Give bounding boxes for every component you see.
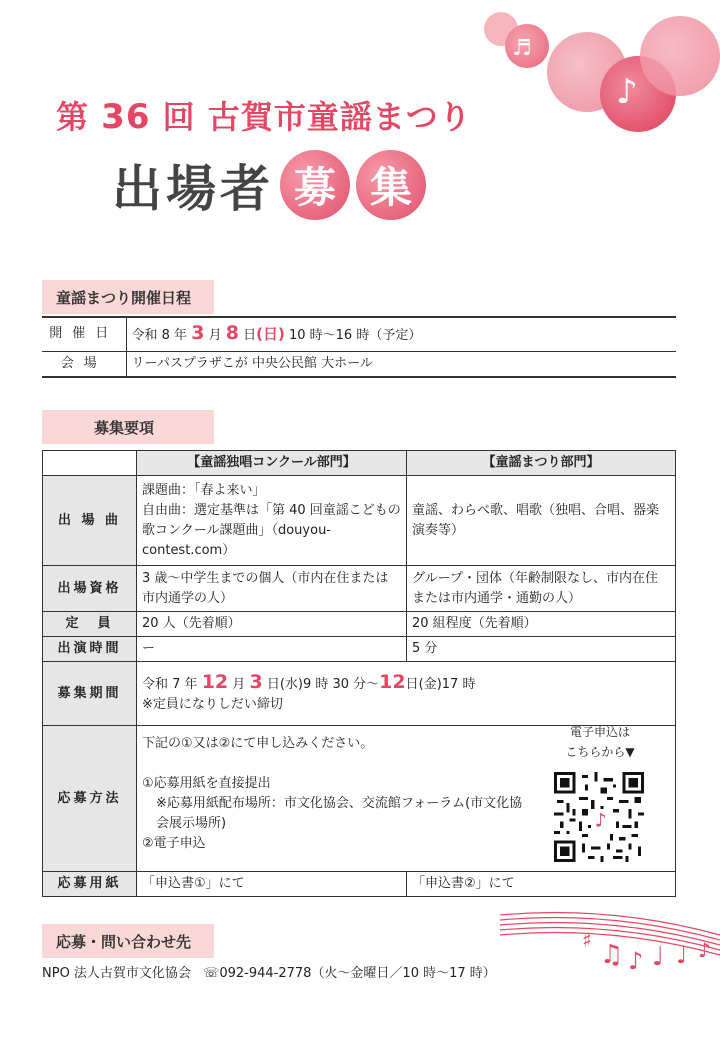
- time-festival: 5 分: [407, 637, 676, 662]
- contact-org: NPO 法人古賀市文化協会: [42, 966, 191, 981]
- deco-circle: [640, 16, 720, 96]
- section-heading-schedule: 童謡まつり開催日程: [42, 280, 214, 314]
- venue-label: 会場: [42, 351, 126, 377]
- capacity-contest: 20 人（先着順）: [137, 612, 407, 637]
- qr-caption: こちらから▼: [565, 745, 635, 759]
- svg-text:♪: ♪: [628, 947, 644, 975]
- table-row: [42, 317, 676, 351]
- form-label: 応募用紙: [43, 872, 137, 897]
- songs-label: 出 場 曲: [43, 476, 137, 566]
- method-line: 下記の①又は②にて申し込みください。: [142, 736, 374, 751]
- form-festival: 「申込書②」にて: [407, 872, 676, 897]
- table-row: [43, 662, 676, 726]
- music-note-icon: ♪: [616, 72, 638, 112]
- method-label: 応募方法: [43, 726, 137, 872]
- event-title: 第 36 回 古賀市童謡まつり: [56, 97, 472, 137]
- method-line: ②電子申込: [142, 836, 206, 851]
- songs-contest: 課題曲：「春よ来い」 自由曲：選定基準は「第 40 回童謡こどもの歌コンクール課題曲」（douyou-contest.com）: [137, 476, 407, 566]
- music-staff-decoration: [500, 905, 720, 1005]
- svg-text:♫: ♫: [600, 940, 624, 970]
- title-bubble: 集: [356, 150, 426, 220]
- date-value: 令和 8 年 3 月 8 日(日) 10 時～16 時（予定）: [126, 317, 676, 351]
- period-note: ※定員になりしだい締切: [142, 697, 283, 712]
- table-row: [43, 612, 676, 637]
- form-contest: 「申込書①」にて: [137, 872, 407, 897]
- table-row: [42, 351, 676, 377]
- table-row: [43, 872, 676, 897]
- time-contest: ー: [137, 637, 407, 662]
- table-row: [43, 451, 676, 476]
- method-line: ①応募用紙を直接提出: [142, 776, 271, 791]
- svg-text:♪: ♪: [594, 810, 607, 832]
- header-contest: 【童謡独唱コンクール部門】: [137, 451, 407, 476]
- time-label: 出演時間: [43, 637, 137, 662]
- table-row: [43, 566, 676, 612]
- header-festival: 【童謡まつり部門】: [407, 451, 676, 476]
- table-row: [43, 476, 676, 566]
- music-note-icon: ♬: [512, 36, 532, 61]
- qualification-label: 出場資格: [43, 566, 137, 612]
- title-main-text: 出場者: [112, 160, 274, 218]
- qualification-contest: 3 歳～中学生までの個人（市内在住または市内通学の人）: [137, 566, 407, 612]
- table-row: [43, 637, 676, 662]
- qualification-festival: グループ・団体（年齢制限なし、市内在住または市内通学・通勤の人）: [407, 566, 676, 612]
- period-label: 募集期間: [43, 662, 137, 726]
- venue-value: リーパスプラザこが 中央公民館 大ホール: [126, 351, 676, 377]
- songs-festival: 童謡、わらべ歌、唱歌（独唱、合唱、器楽演奏等）: [407, 476, 676, 566]
- svg-text:♩: ♩: [676, 941, 688, 969]
- page-title: [112, 150, 426, 220]
- qr-caption: 電子申込は: [569, 725, 630, 739]
- section-heading-contact: 応募・問い合わせ先: [42, 924, 214, 958]
- capacity-label: 定 員: [43, 612, 137, 637]
- contact-phone: ☏092-944-2778（火～金曜日／10 時～17 時）: [203, 966, 496, 981]
- svg-text:♪: ♪: [698, 938, 711, 962]
- date-label: 開催日: [42, 317, 126, 351]
- section-heading-recruit: 募集要項: [42, 410, 214, 444]
- capacity-festival: 20 組程度（先着順）: [407, 612, 676, 637]
- contact-info: [42, 962, 496, 981]
- method-line: ※応募用紙配布場所：市文化協会、交流館フォーラム(市文化協会展示場所): [156, 796, 523, 831]
- period-value: 令和 7 年 12 月 3 日(水)9 時 30 分～12日(金)17 時 ※定員になりしだい締切: [137, 662, 676, 726]
- schedule-table: [42, 316, 676, 378]
- svg-text:♩: ♩: [652, 942, 665, 972]
- title-bubble: 募: [280, 150, 350, 220]
- qr-code[interactable]: [554, 772, 644, 862]
- svg-text:♯: ♯: [582, 928, 592, 952]
